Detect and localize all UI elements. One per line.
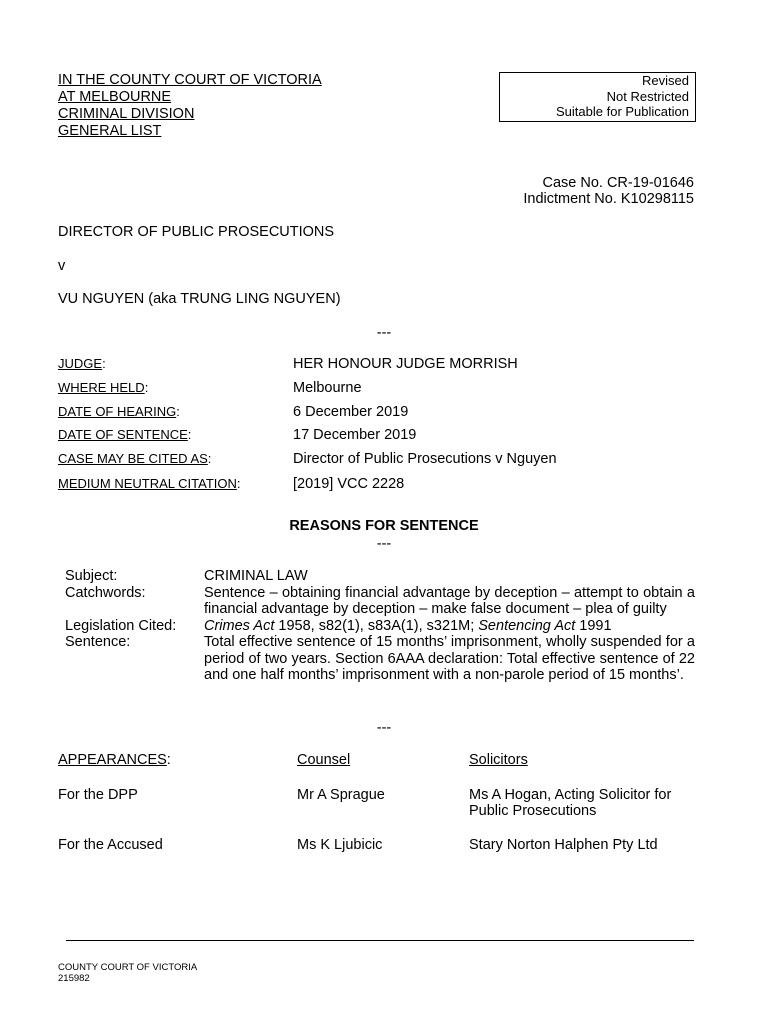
summary-value: Total effective sentence of 15 months’ imprisonment, wholly suspended for a period of two years. Section 6AAA declaration: Total effective sentence of 22 and one half months’ imprisonment with a non-parole period of 15 months’. bbox=[204, 634, 695, 683]
summary-row-catchwords bbox=[65, 585, 695, 618]
court-division: CRIMINAL DIVISION bbox=[58, 106, 195, 122]
footer-court-name: COUNTY COURT OF VICTORIA bbox=[58, 962, 198, 973]
accused-party: VU NGUYEN (aka TRUNG LING NGUYEN) bbox=[58, 291, 341, 307]
detail-row-where-held bbox=[58, 380, 698, 402]
status-revised: Revised bbox=[642, 73, 689, 88]
summary-label: Legislation Cited: bbox=[65, 617, 177, 634]
appearance-solicitor: Stary Norton Halphen Pty Ltd bbox=[469, 837, 658, 853]
summary-label: Subject: bbox=[65, 568, 118, 584]
appearance-counsel: Ms K Ljubicic bbox=[297, 837, 383, 853]
sentence-summary bbox=[65, 568, 695, 684]
prosecution-party: DIRECTOR OF PUBLIC PROSECUTIONS bbox=[58, 224, 335, 240]
appearance-party: For the DPP bbox=[58, 787, 138, 803]
publication-status-box bbox=[499, 72, 696, 122]
summary-row-subject bbox=[65, 568, 695, 585]
status-restriction: Not Restricted bbox=[606, 88, 689, 104]
summary-row-legislation bbox=[65, 618, 695, 635]
court-location: AT MELBOURNE bbox=[58, 89, 172, 105]
detail-value: Director of Public Prosecutions v Nguyen bbox=[293, 451, 557, 467]
detail-value: Melbourne bbox=[293, 380, 362, 396]
court-list: GENERAL LIST bbox=[58, 123, 162, 139]
detail-row-date-hearing bbox=[58, 404, 698, 426]
detail-row-cited-as bbox=[58, 451, 698, 473]
separator-1: --- bbox=[376, 325, 392, 341]
summary-label: Catchwords: bbox=[65, 584, 146, 601]
counsel-heading: Counsel bbox=[297, 752, 351, 768]
detail-value: 6 December 2019 bbox=[293, 404, 409, 420]
detail-row-judge bbox=[58, 356, 698, 378]
versus-label: v bbox=[58, 258, 66, 274]
summary-value: Crimes Act 1958, s82(1), s83A(1), s321M; Sentencing Act 1991 bbox=[204, 617, 612, 634]
detail-label: DATE OF SENTENCE: bbox=[58, 427, 192, 442]
court-heading bbox=[58, 72, 322, 140]
summary-value: CRIMINAL LAW bbox=[204, 568, 308, 584]
page-title: REASONS FOR SENTENCE bbox=[289, 518, 479, 534]
appearance-party: For the Accused bbox=[58, 837, 163, 853]
summary-label: Sentence: bbox=[65, 634, 131, 650]
detail-label: WHERE HELD: bbox=[58, 380, 149, 395]
court-name: IN THE COUNTY COURT OF VICTORIA bbox=[58, 72, 322, 88]
footer bbox=[58, 962, 197, 984]
appearance-solicitor: Ms A Hogan, Acting Solicitor for Public Prosecutions bbox=[469, 787, 672, 819]
detail-label: MEDIUM NEUTRAL CITATION: bbox=[58, 476, 241, 491]
summary-row-sentence bbox=[65, 634, 695, 684]
status-publication: Suitable for Publication bbox=[556, 104, 689, 119]
separator-3: --- bbox=[376, 720, 392, 736]
detail-label: JUDGE: bbox=[58, 356, 106, 371]
detail-value: HER HONOUR JUDGE MORRISH bbox=[293, 356, 518, 372]
indictment-number: Indictment No. K10298115 bbox=[523, 191, 694, 207]
solicitors-heading: Solicitors bbox=[469, 752, 528, 768]
detail-label: CASE MAY BE CITED AS: bbox=[58, 451, 212, 466]
footer-doc-number: 215982 bbox=[58, 973, 90, 984]
case-numbers bbox=[523, 175, 694, 207]
detail-value: [2019] VCC 2228 bbox=[293, 476, 405, 492]
footer-divider bbox=[66, 940, 694, 941]
appearance-counsel: Mr A Sprague bbox=[297, 787, 385, 803]
detail-value: 17 December 2019 bbox=[293, 427, 417, 443]
detail-label: DATE OF HEARING: bbox=[58, 404, 180, 419]
separator-2: --- bbox=[376, 536, 392, 552]
detail-row-citation bbox=[58, 476, 698, 498]
detail-row-date-sentence bbox=[58, 427, 698, 449]
summary-value: Sentence – obtaining financial advantage by deception – attempt to obtain a financial advantage by deception – make false document – plea of guilty bbox=[204, 584, 695, 617]
case-number: Case No. CR-19-01646 bbox=[542, 175, 694, 191]
appearances-heading: APPEARANCES: bbox=[58, 752, 171, 768]
